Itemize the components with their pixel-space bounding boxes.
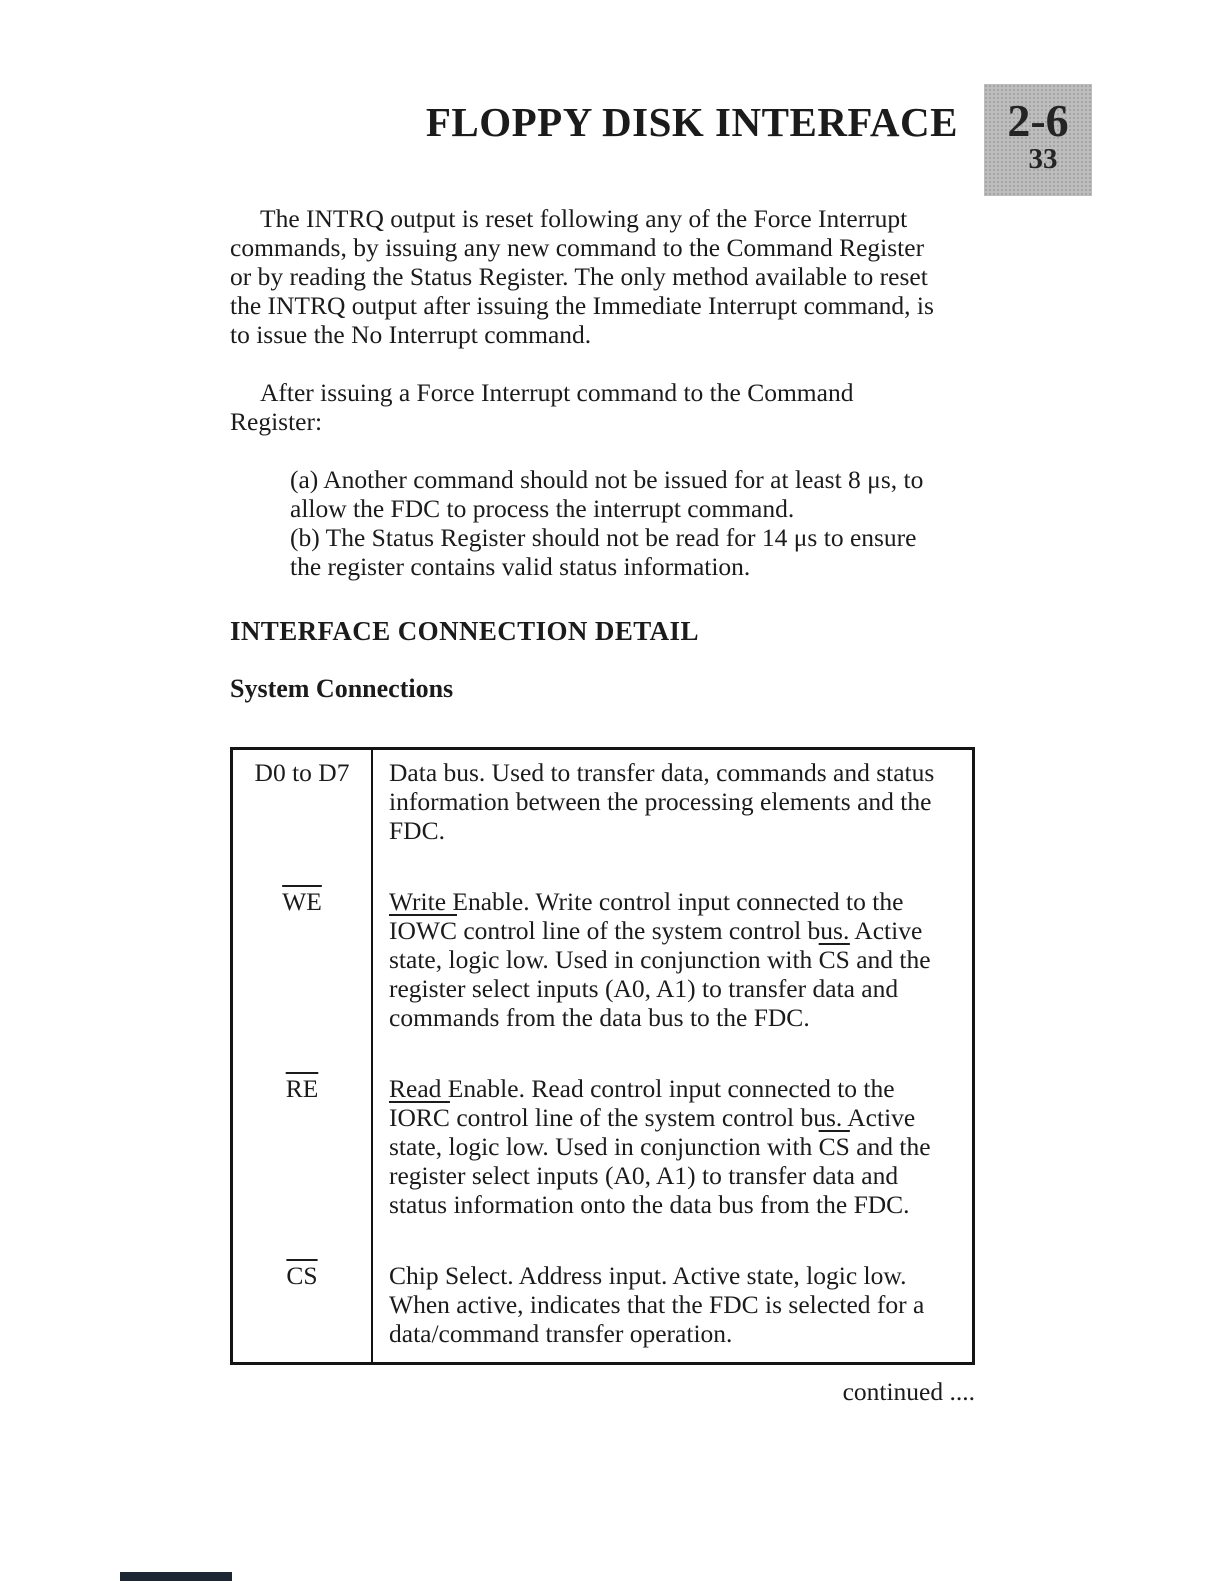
signal-description-we: Write Enable. Write control input connected to the IOWC control line of the system control bus. Active state, logic low. Used in conjunction with $\overline{CS}$ and the register select inputs (A0, A1) to transfer data and commands from the data bus to the FDC. — [389, 887, 931, 1032]
signal-name-d0-d7: D0 to D7 — [233, 750, 373, 879]
page-title: FLOPPY DISK INTERFACE — [425, 99, 958, 145]
section-heading: INTERFACE CONNECTION DETAIL — [230, 616, 699, 646]
list-item-a: (a) Another command should not be issued for at least 8 μs, to allow the FDC to process the interrupt command. — [290, 465, 924, 523]
page-bottom-mark — [120, 1572, 232, 1581]
page-number: 33 — [1028, 143, 1058, 175]
signal-name-cs: $\overline{CS}$ — [233, 1253, 373, 1362]
interrupt-notes-list — [290, 465, 952, 581]
list-item-b: (b) The Status Register should not be read for 14 μs to ensure the register contains valid status information. — [290, 523, 917, 581]
signal-name-we: $\overline{WE}$ — [233, 879, 373, 1066]
signal-description-d0-d7: Data bus. Used to transfer data, commands and status information between the processing elements and the FDC. — [389, 758, 935, 845]
signal-description-cs: Chip Select. Address input. Active state, logic low. When active, indicates that the FDC is selected for a data/command transfer operation. — [389, 1261, 925, 1348]
page-number-badge — [984, 84, 1092, 196]
page-header — [230, 0, 1092, 196]
page-body — [230, 204, 975, 1365]
signal-name-re: $\overline{RE}$ — [233, 1066, 373, 1253]
continued-note: continued .... — [842, 1377, 975, 1406]
subsection-heading: System Connections — [230, 674, 454, 703]
paragraph-intrq-reset: The INTRQ output is reset following any of the Force Interrupt commands, by issuing any new command to the Command Register or by reading the Status Register. The only method available to reset the INTRQ output after issuing the Immediate Interrupt command, is to issue the No Interrupt command. — [230, 204, 934, 349]
section-number: 2-6 — [1007, 95, 1069, 146]
signal-description-re: Read Enable. Read control input connected to the IORC control line of the system control bus. Active state, logic low. Used in conjunction with $\overline{CS}$ and the register select inputs (A0, A1) to transfer data and status information onto the data bus from the FDC. — [389, 1074, 931, 1219]
paragraph-force-interrupt: After issuing a Force Interrupt command to the Command Register: — [230, 378, 854, 436]
connections-table — [230, 747, 975, 1365]
